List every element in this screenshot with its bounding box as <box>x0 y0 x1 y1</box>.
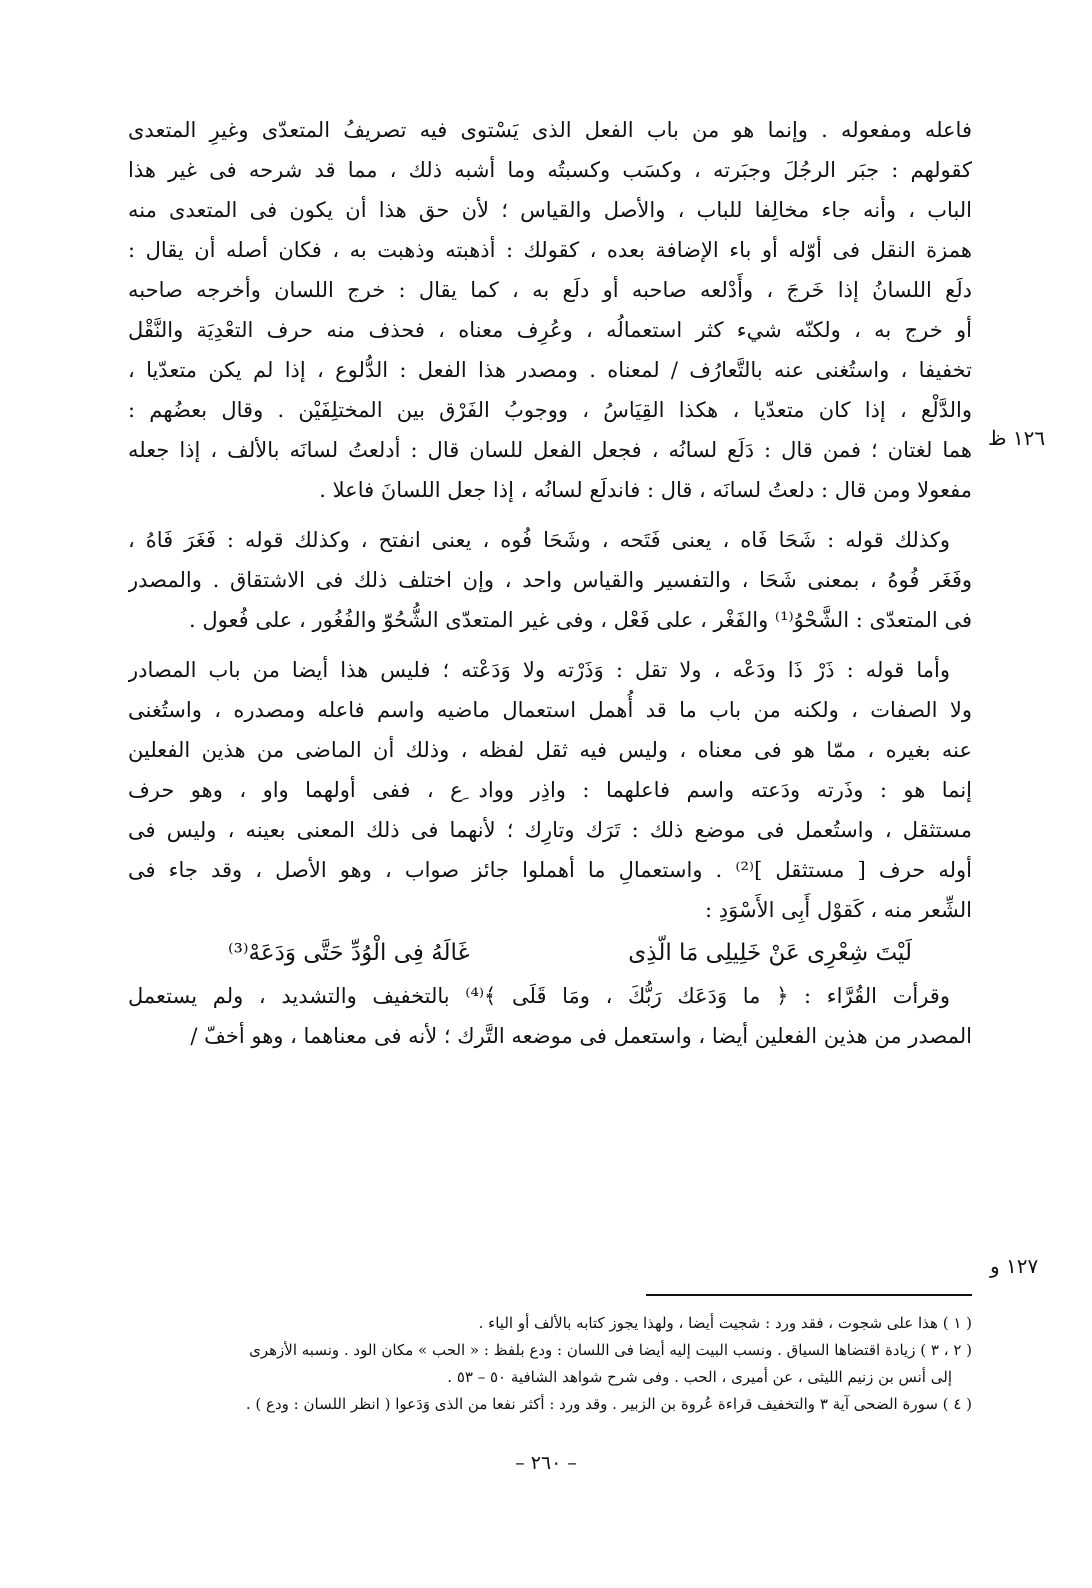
text-line: والدَّلْع ، إذا كان متعدّيا ، هكذا القِيَاسُ ، ووجوبُ الفَرْق بين المختلِفَيْن . وقال بعضُهم : <box>128 398 972 422</box>
text-line: همزة النقل فى أوّله أو باء الإضافة بعده ، كقولك : أذهبته وذهبت به ، فكان أصله أن يقال : <box>128 238 972 262</box>
text-line: مفعولا ومن قال : دلعتُ لسانَه ، قال : فاندلَع لسانُه ، إذا جعل اللسانَ فاعلا . <box>319 478 972 502</box>
text-line: وفَغَر فُوهُ ، بمعنى شَحَا ، والتفسير والقياس واحد ، وإن اختلف ذلك فى الاشتقاق . والمصدر <box>128 568 972 592</box>
text-line: كقولهم : جبَر الرجُلَ وجبَرته ، وكسَب وكسبتُه وما أشبه ذلك ، مما قد شرحه فى غير هذا <box>128 158 972 182</box>
text-line: وكذلك قوله : شَحَا فَاه ، يعنى فَتَحه ، وشَحَا فُوه ، يعنى انفتح ، وكذلك قوله : فَغَرَ فَاهُ ، <box>128 528 950 552</box>
text-line: أوله حرف [ مستثقل ]⁽²⁾ . واستعمالِ ما أهملوا جائز صواب ، وهو الأصل ، وقد جاء فى <box>128 858 972 882</box>
text-line: المصدر من هذين الفعلين أيضا ، واستعمل فى موضعه التَّرك ؛ لأنه فى معناهما ، وهو أخفّ / <box>190 1024 972 1048</box>
poetry-verse <box>128 930 972 976</box>
main-text <box>128 110 972 1056</box>
margin-folio-note: ١٢٧ و <box>990 1254 1039 1278</box>
footnote: ( ٤ ) سورة الضحى آية ٣ والتخفيف قراءة عُروة بن الزبير . وقد ورد : أكثر نفعا من الذى وَدَعوا ( انظر اللسان : ودع ) . <box>245 1395 972 1413</box>
margin-folio-note: ١٢٦ ظ <box>988 426 1046 450</box>
text-line: فى المتعدّى : الشَّحْوُ⁽¹⁾ والفَغْر ، على فَعْل ، وفى غير المتعدّى الشُّحُوّ والفُغُور ، على فُعول . <box>189 608 972 632</box>
footnote-separator <box>646 1294 972 1296</box>
text-line: وأما قوله : ذَرْ ذَا ودَعْه ، ولا تقل : وَذَرْته ولا وَدَعْته ؛ فليس هذا أيضا من باب المصادر <box>128 658 950 682</box>
text-line: وقرأت القُرَّاء : ﴿ ما وَدَعَك رَبُّكَ ، ومَا قَلَى ﴾⁽⁴⁾ بالتخفيف والتشديد ، ولم يستعمل <box>128 984 950 1008</box>
footnote: إلى أنس بن زنيم الليثى ، عن أميرى ، الحب . وفى شرح شواهد الشافية ٥٠ – ٥٣ . <box>447 1368 952 1386</box>
text-line: ولا الصفات ، ولكنه من باب ما قد أُهمل استعمال ماضيه واسم فاعله ومصدره ، واستُغنى <box>128 698 972 722</box>
footnote: ( ١ ) هذا على شجوت ، فقد ورد : شجيت أيضا ، ولهذا يجوز كتابه بالألف أو الياء . <box>478 1314 972 1332</box>
text-line: دلَع اللسانُ إذا خَرجَ ، وأَدْلعه صاحبه أو دلَع به ، كما يقال : خرج اللسان وأخرجه صاحبه <box>128 278 972 302</box>
footnote: ( ٢ ، ٣ ) زيادة اقتضاها السياق . ونسب البيت إليه أيضا فى اللسان : ودع بلفظ : « الحب » مكان الود . ونسبه الأزهرى <box>249 1341 972 1359</box>
text-line: هما لغتان ؛ فمن قال : دَلَع لسانُه ، فجعل الفعل للسان قال : أدلعتُ لسانَه بالألف ، إذا جعله <box>128 438 972 462</box>
verse-first-hemistich: لَيْتَ شِعْرِى عَنْ خَلِيلِى مَا الّذِى <box>628 940 912 966</box>
text-line: فاعله ومفعوله . وإنما هو من باب الفعل الذى يَسْتوى فيه تصريفُ المتعدّى وغيرِ المتعدى <box>128 118 972 142</box>
text-line: عنه بغيره ، ممّا هو فى معناه ، وليس فيه ثقل لفظه ، وذلك أن الماضى من هذين الفعلين <box>128 738 972 762</box>
text-line: أو خرج به ، ولكنّه شيء كثر استعمالُه ، وعُرِف معناه ، فحذف منه حرف التعْدِيَة والنَّقْل <box>128 318 972 342</box>
page-number: – ٢٦٠ – <box>515 1452 577 1474</box>
verse-second-hemistich: غَالَهُ فِى الْوُدِّ حَتَّى وَدَعَهْ⁽³⁾ <box>228 940 470 966</box>
text-line: إنما هو : وذَرته ودَعته واسم فاعلهما : واذِر وواد ِع ، ففى أولهما واو ، وهو حرف <box>128 778 972 802</box>
text-line: الشِّعر منه ، كَقوْل أَبِى الأَسْوَدِ : <box>705 898 972 922</box>
text-line: مستثقل ، واستُعمل فى موضع ذلك : تَرَك وتارِك ؛ لأنهما فى ذلك المعنى بعينه ، وليس فى <box>128 818 972 842</box>
text-line: تخفيفا ، واستُغنى عنه بالتَّعارُف / لمعناه . ومصدر هذا الفعل : الدُّلوع ، إذا لم يكن متعدّيا ، <box>128 358 972 382</box>
footnotes <box>126 1310 972 1418</box>
text-line: الباب ، وأنه جاء مخالِفا للباب ، والأصل والقياس ؛ لأن حق هذا أن يكون فى المتعدى منه <box>128 198 972 222</box>
